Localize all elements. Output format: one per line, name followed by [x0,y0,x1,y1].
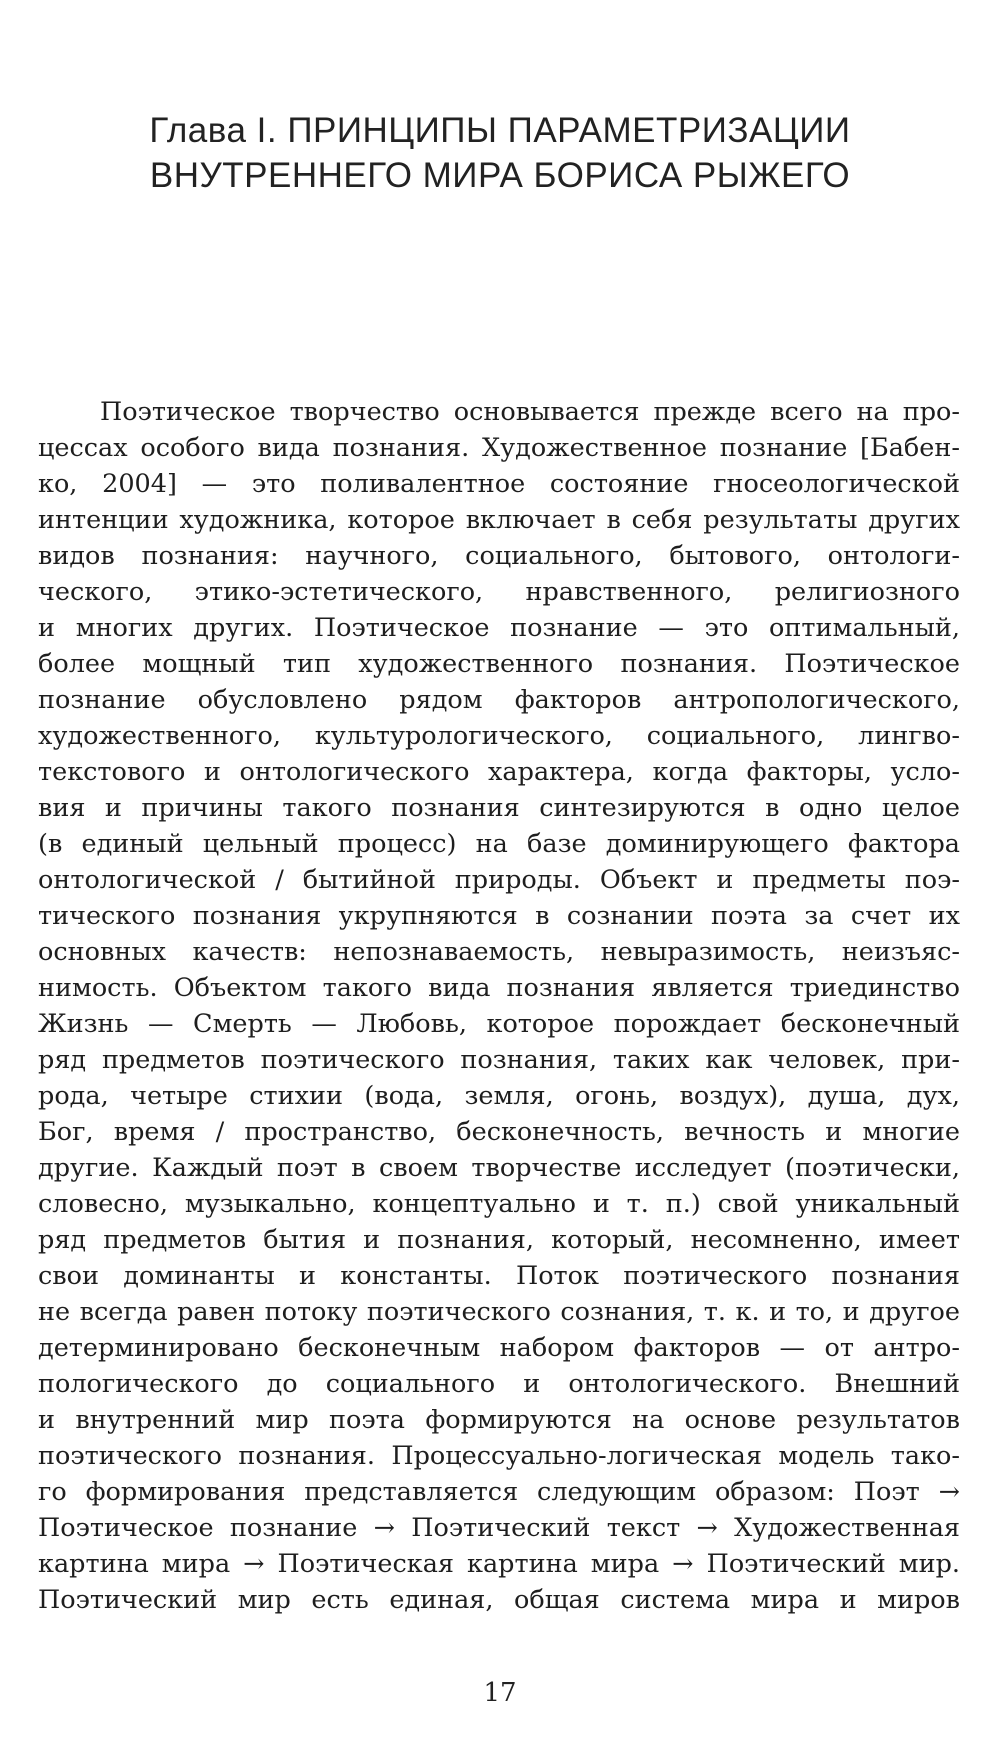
text-line: Бог, время / пространство, бесконечность, вечность и многие [38,1117,960,1147]
text-line: Поэтический мир есть единая, общая система мира и миров [38,1585,960,1615]
text-line: и внутренний мир поэта формируются на основе результатов [38,1405,960,1435]
text-line: словесно, музыкально, концептуально и т. п.) свой уникальный [38,1189,960,1219]
text-line: текстового и онтологического характера, когда факторы, усло- [38,757,960,787]
text-line: вия и причины такого познания синтезируются в одно целое [38,793,960,823]
text-line: тического познания укрупняются в сознании поэта за счет их [38,901,960,931]
text-line: онтологической / бытийной природы. Объект и предметы поэ- [38,865,960,895]
text-line: ряд предметов поэтического познания, таких как человек, при- [38,1045,960,1075]
text-line: более мощный тип художественного познания. Поэтическое [38,649,960,679]
text-line: картина мира → Поэтическая картина мира → Поэтический мир. [38,1549,960,1579]
text-line: художественного, культурологического, социального, лингво- [38,721,960,751]
page-number: 17 [483,1678,517,1708]
text-line: и многих других. Поэтическое познание — это оптимальный, [38,613,960,643]
text-line: основных качеств: непознаваемость, невыразимость, неизъяс- [38,937,960,967]
text-line: поэтического познания. Процессуально-логическая модель тако- [38,1441,960,1471]
text-line: Поэтическое познание → Поэтический текст → Художественная [38,1513,960,1543]
text-line: видов познания: научного, социального, бытового, онтологи- [38,541,960,571]
text-line: рода, четыре стихии (вода, земля, огонь, воздух), душа, дух, [38,1081,960,1111]
body-paragraph [38,394,960,1618]
text-line: детерминировано бесконечным набором факторов — от антро- [38,1333,960,1363]
chapter-title [0,108,1000,198]
text-line: цессах особого вида познания. Художественное познание [Бабен- [38,433,960,463]
text-line: Жизнь — Смерть — Любовь, которое порождает бесконечный [38,1009,960,1039]
text-line: не всегда равен потоку поэтического сознания, т. к. и то, и другое [38,1297,960,1327]
text-line: Поэтическое творчество основывается прежде всего на про- [100,397,960,427]
text-line: ко, 2004] — это поливалентное состояние гносеологической [38,469,960,499]
text-line: свои доминанты и константы. Поток поэтического познания [38,1261,960,1291]
text-line: го формирования представляется следующим образом: Поэт → [38,1477,960,1507]
text-line: интенции художника, которое включает в себя результаты других [38,505,960,535]
text-line: нимость. Объектом такого вида познания является триединство [38,973,960,1003]
text-line: (в единый цельный процесс) на базе доминирующего фактора [38,829,960,859]
text-line: ряд предметов бытия и познания, который, несомненно, имеет [38,1225,960,1255]
text-line: пологического до социального и онтологического. Внешний [38,1369,960,1399]
chapter-title-line-2: ВНУТРЕННЕГО МИРА БОРИСА РЫЖЕГО [149,156,851,195]
text-line: другие. Каждый поэт в своем творчестве исследует (поэтически, [38,1153,960,1183]
text-line: ческого, этико-эстетического, нравственного, религиозного [38,577,960,607]
text-line: познание обусловлено рядом факторов антропологического, [38,685,960,715]
chapter-title-line-1: Глава I. ПРИНЦИПЫ ПАРАМЕТРИЗАЦИИ [149,111,851,150]
